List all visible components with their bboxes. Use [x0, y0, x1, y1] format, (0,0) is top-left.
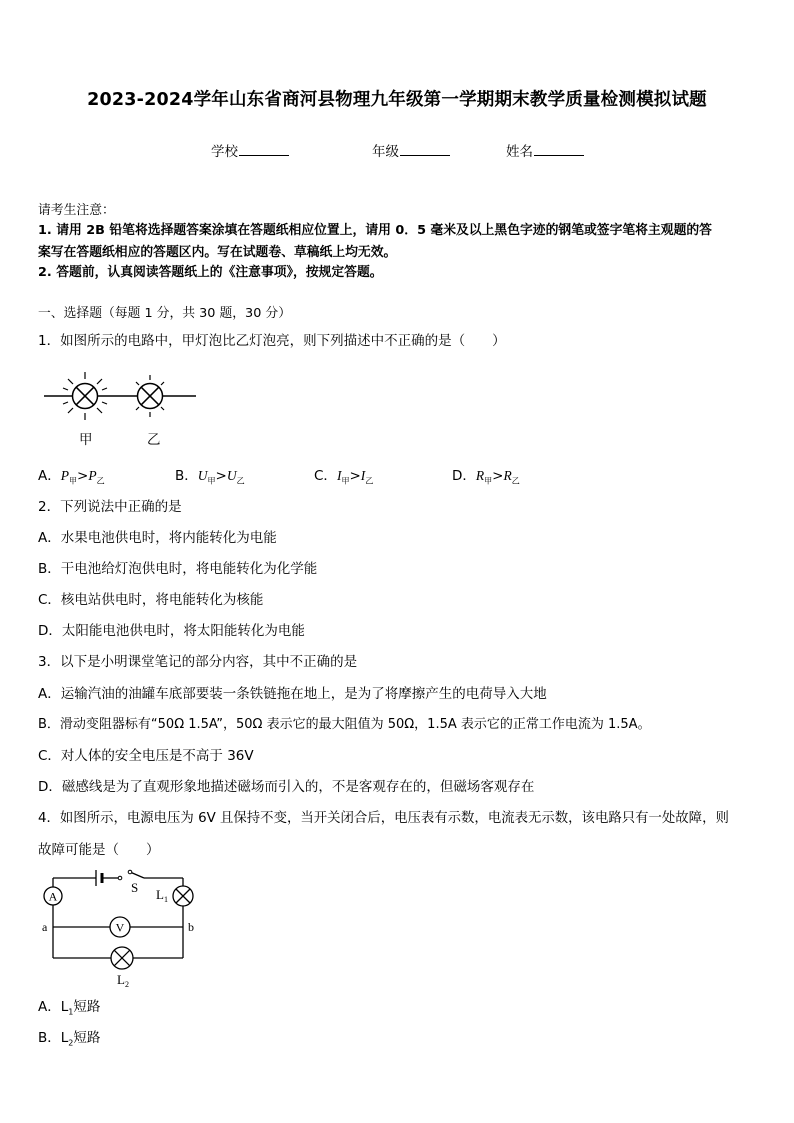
node-b-label: b [188, 920, 194, 934]
school-label: 学校 [211, 144, 238, 160]
node-a-label: a [42, 920, 48, 934]
lamp-l1-icon [173, 886, 193, 906]
q1-circuit-diagram [40, 366, 200, 448]
q3-stem: 3．以下是小明课堂笔记的部分内容，其中不正确的是 [38, 654, 358, 670]
switch-icon [118, 870, 132, 880]
page-title: 2023-2024学年山东省商河县物理九年级第一学期期末教学质量检测模拟试题 [87, 90, 707, 110]
notice-heading: 请考生注意： [38, 203, 115, 218]
q2-option-b[interactable]: B．干电池给灯泡供电时，将电能转化为化学能 [38, 561, 318, 577]
lamp-l2-icon [111, 947, 133, 969]
q1-option-a[interactable]: A．$P_甲>P_乙$ [38, 468, 105, 486]
lamp-yi-label: 乙 [147, 432, 161, 448]
q2-option-c[interactable]: C．核电站供电时，将电能转化为核能 [38, 592, 264, 608]
q4-stem-line-1: 4．如图所示，电源电压为 6V 且保持不变，当开关闭合后，电压表有示数，电流表无示数，该电路只有一处故障，则 [38, 811, 729, 826]
notice-line-3: 2. 答题前，认真阅读答题纸上的《注意事项》，按规定答题。 [38, 265, 383, 280]
q2-stem: 2．下列说法中正确的是 [38, 499, 182, 515]
q1-stem: 1．如图所示的电路中，甲灯泡比乙灯泡亮，则下列描述中不正确的是（ ） [38, 333, 506, 349]
q4-option-b[interactable]: B．$L_2$短路 [38, 1030, 101, 1048]
switch-label: S [131, 880, 139, 895]
q1-option-b[interactable]: B．$U_甲>U_乙$ [175, 468, 245, 486]
l1-label: $L_1$ [156, 887, 168, 904]
svg-text:V: V [115, 920, 125, 935]
school-field[interactable] [211, 140, 289, 160]
notice-line-2: 案写在答题纸相应的答题区内。写在试题卷、草稿纸上均无效。 [38, 245, 397, 260]
lamp-yi-icon [136, 375, 164, 417]
battery-icon [96, 870, 102, 886]
svg-text:A: A [48, 889, 58, 904]
name-label: 姓名 [506, 144, 533, 160]
l2-label: $L_2$ [117, 972, 129, 989]
q4-stem-line-2: 故障可能是（ ） [38, 842, 160, 858]
q2-option-a[interactable]: A．水果电池供电时，将内能转化为电能 [38, 530, 277, 546]
school-blank[interactable] [239, 141, 289, 156]
q1-option-d[interactable]: D．$R_甲>R_乙$ [452, 468, 520, 486]
lamp-jia-label: 甲 [79, 432, 93, 448]
name-blank[interactable] [534, 141, 584, 156]
grade-field[interactable] [372, 140, 450, 160]
q3-option-d[interactable]: D．磁感线是为了直观形象地描述磁场而引入的，不是客观存在的，但磁场客观存在 [38, 779, 535, 795]
ammeter-icon [44, 887, 62, 905]
q3-option-c[interactable]: C．对人体的安全电压是不高于 36V [38, 748, 254, 764]
q4-circuit-diagram [38, 862, 208, 990]
name-field[interactable] [506, 140, 584, 160]
q3-option-b[interactable]: B．滑动变阻器标有“50Ω 1.5A”，50Ω 表示它的最大阻值为 50Ω，1.5A 表示它的正常工作电流为 1.5A。 [38, 717, 651, 732]
q1-option-c[interactable]: C．$I_甲>I_乙$ [314, 468, 374, 486]
grade-label: 年级 [372, 144, 399, 160]
grade-blank[interactable] [400, 141, 450, 156]
notice-line-1: 1. 请用 2B 铅笔将选择题答案涂填在答题纸相应位置上，请用 0．5 毫米及以上黑色字迹的钢笔或签字笔将主观题的答 [38, 223, 712, 238]
q4-option-a[interactable]: A．$L_1$短路 [38, 999, 101, 1017]
q3-option-a[interactable]: A．运输汽油的油罐车底部要装一条铁链拖在地上，是为了将摩擦产生的电荷导入大地 [38, 686, 547, 702]
q2-option-d[interactable]: D．太阳能电池供电时，将太阳能转化为电能 [38, 623, 305, 639]
voltmeter-icon [110, 917, 130, 937]
section-heading: 一、选择题（每题 1 分，共 30 题，30 分） [38, 306, 292, 321]
